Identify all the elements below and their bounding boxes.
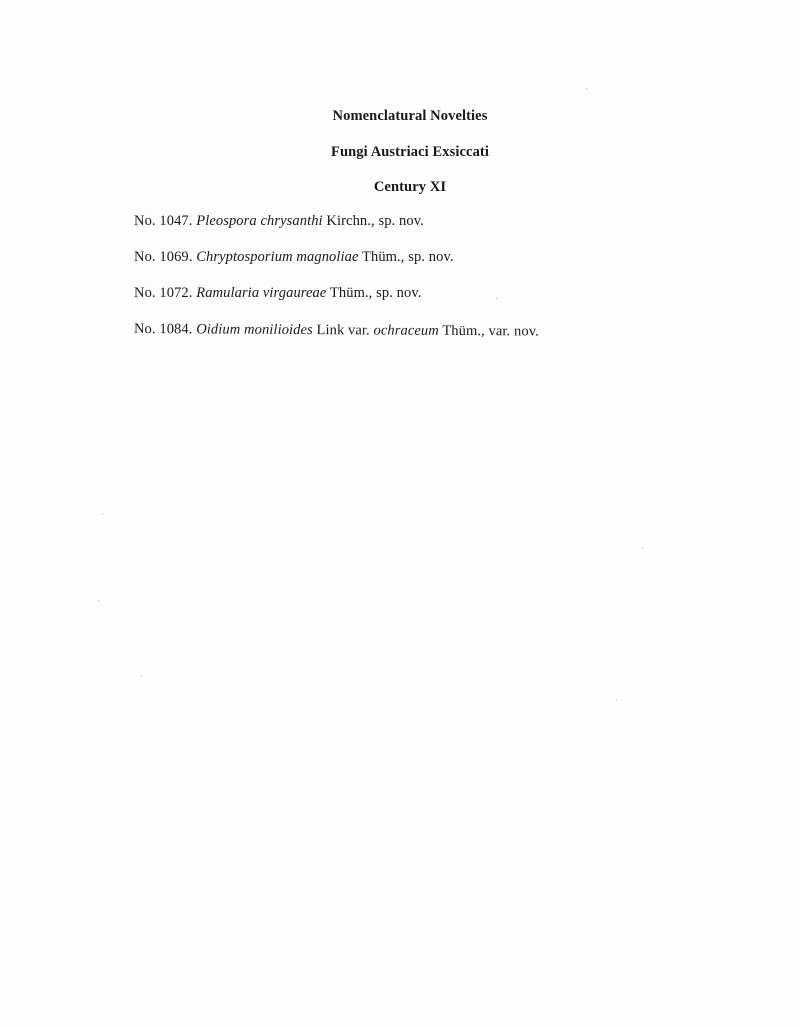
scan-speck [98,600,99,601]
entry-1047 [134,213,424,230]
scan-speck [102,514,103,515]
series-title: Fungi Austriaci Exsiccati [331,144,489,160]
entry-number: No. 1069. [134,249,193,265]
entry-taxon: Oidium monilioides [196,321,313,339]
entry-1072 [134,285,422,302]
scan-speck [496,298,497,299]
century-title: Century XI [373,179,447,195]
entry-author: Thüm., var. nov. [442,322,539,340]
entry-taxon: Chryptosporium magnoliae [196,249,359,265]
entry-taxon: Ramularia virgaureae [196,285,327,301]
entry-variety: ochraceum [373,322,439,339]
entry-author: Thüm., sp. nov. [329,285,422,301]
entry-number: No. 1047. [134,213,193,229]
entry-1084 [134,321,539,340]
entry-mid: Link var. [316,322,370,339]
scan-speck [616,700,617,701]
scan-speck [141,676,142,677]
entry-author: Kirchn., sp. nov. [326,213,424,229]
entry-number: No. 1072. [134,285,193,301]
entry-author: Thüm., sp. nov. [362,249,454,265]
entry-number: No. 1084. [133,321,193,338]
scan-speck [586,88,587,89]
entry-1069 [134,249,454,266]
document-title: Nomenclatural Novelties [332,108,488,124]
entry-taxon: Pleospora chrysanthi [196,213,323,229]
scan-speck [642,548,643,549]
